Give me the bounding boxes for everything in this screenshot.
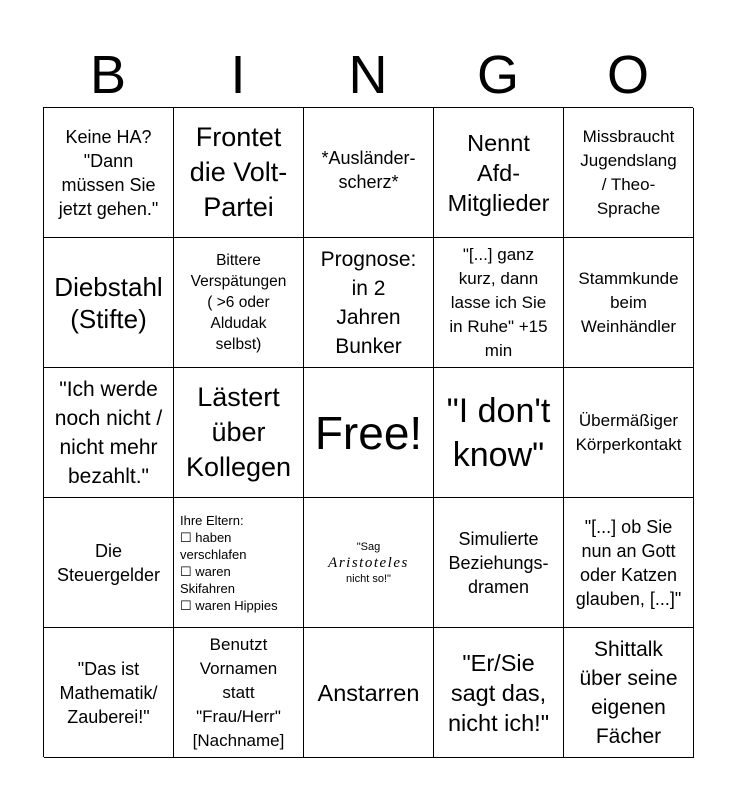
cell-text: Diebstahl (Stifte) (54, 271, 163, 334)
aristoteles-quote (328, 540, 409, 586)
bingo-cell[interactable] (564, 238, 694, 368)
header-letter-i: I (230, 45, 246, 105)
bingo-cell[interactable] (44, 238, 174, 368)
bingo-grid (43, 107, 693, 757)
cell-text: Simulierte Beziehungs- dramen (448, 528, 549, 597)
bingo-cell[interactable] (44, 108, 174, 238)
header-letter-n: N (348, 45, 388, 105)
cell-text: Frontet die Volt- Partei (189, 122, 288, 222)
bingo-cell[interactable] (434, 108, 564, 238)
cell-text: Stammkunde beim Weinhändler (578, 268, 679, 336)
cell-text: Keine HA? "Dann müssen Sie jetzt gehen." (58, 126, 159, 219)
cell-text: Nennt Afd- Mitglieder (447, 129, 550, 216)
cell-text: Ihre Eltern: ☐ haben verschlafen ☐ waren Skifahren ☐ waren Hippies (180, 512, 278, 613)
cell-text: "[...] ganz kurz, dann lasse ich Sie in Ruhe" +15 min (449, 244, 548, 360)
cell-text: Die Steuergelder (56, 540, 161, 585)
cell-text: Missbraucht Jugendslang / Theo- Sprache (580, 126, 677, 218)
cell-text: *Ausländer- scherz* (321, 148, 416, 192)
bingo-cell[interactable] (434, 238, 564, 368)
cell-text: Shittalk über seine eigenen Fächer (579, 637, 678, 748)
bingo-cell[interactable] (304, 108, 434, 238)
cell-text: Prognose: in 2 Jahren Bunker (320, 247, 417, 358)
free-cell[interactable] (304, 368, 434, 498)
free-text: Free! (314, 406, 423, 459)
bingo-cell[interactable] (434, 628, 564, 758)
cell-text: Anstarren (317, 679, 420, 706)
bingo-cell[interactable] (174, 108, 304, 238)
quote-prefix: "Sag (356, 540, 381, 553)
quote-suffix: nicht so!" (346, 572, 391, 585)
header-letter-g: G (476, 45, 519, 105)
bingo-cell[interactable] (174, 498, 304, 628)
cell-text: Bittere Verspätungen ( >6 oder Aldudak selbst) (190, 252, 287, 353)
bingo-cell[interactable] (304, 498, 434, 628)
bingo-cell[interactable] (44, 498, 174, 628)
header-letter-b: B (89, 45, 127, 105)
cell-text: Übermäßiger Körperkontakt (575, 410, 682, 454)
bingo-cell[interactable] (434, 368, 564, 498)
bingo-header (43, 42, 693, 108)
cell-text: "Er/Sie sagt das, nicht ich!" (447, 649, 550, 736)
bingo-cell[interactable] (564, 498, 694, 628)
bingo-cell[interactable] (304, 238, 434, 368)
quote-name: Aristoteles (328, 554, 409, 571)
bingo-cell[interactable] (44, 628, 174, 758)
cell-text: Lästert über Kollegen (185, 382, 292, 482)
bingo-cell[interactable] (564, 108, 694, 238)
header-letter-o: O (606, 45, 649, 105)
bingo-cell[interactable] (44, 368, 174, 498)
cell-text: "Das ist Mathematik/ Zauberei!" (59, 658, 158, 727)
bingo-cell[interactable] (174, 368, 304, 498)
bingo-cell[interactable] (304, 628, 434, 758)
bingo-cell[interactable] (564, 628, 694, 758)
bingo-cell[interactable] (564, 368, 694, 498)
cell-text: "[...] ob Sie nun an Gott oder Katzen glauben, [...]" (575, 516, 682, 609)
cell-text: Benutzt Vornamen statt "Frau/Herr" [Nachname] (192, 634, 285, 750)
cell-text: "I don't know" (446, 391, 551, 474)
bingo-cell[interactable] (434, 498, 564, 628)
bingo-cell[interactable] (174, 238, 304, 368)
bingo-cell[interactable] (174, 628, 304, 758)
cell-text: "Ich werde noch nicht / nicht mehr bezahlt." (54, 377, 163, 488)
